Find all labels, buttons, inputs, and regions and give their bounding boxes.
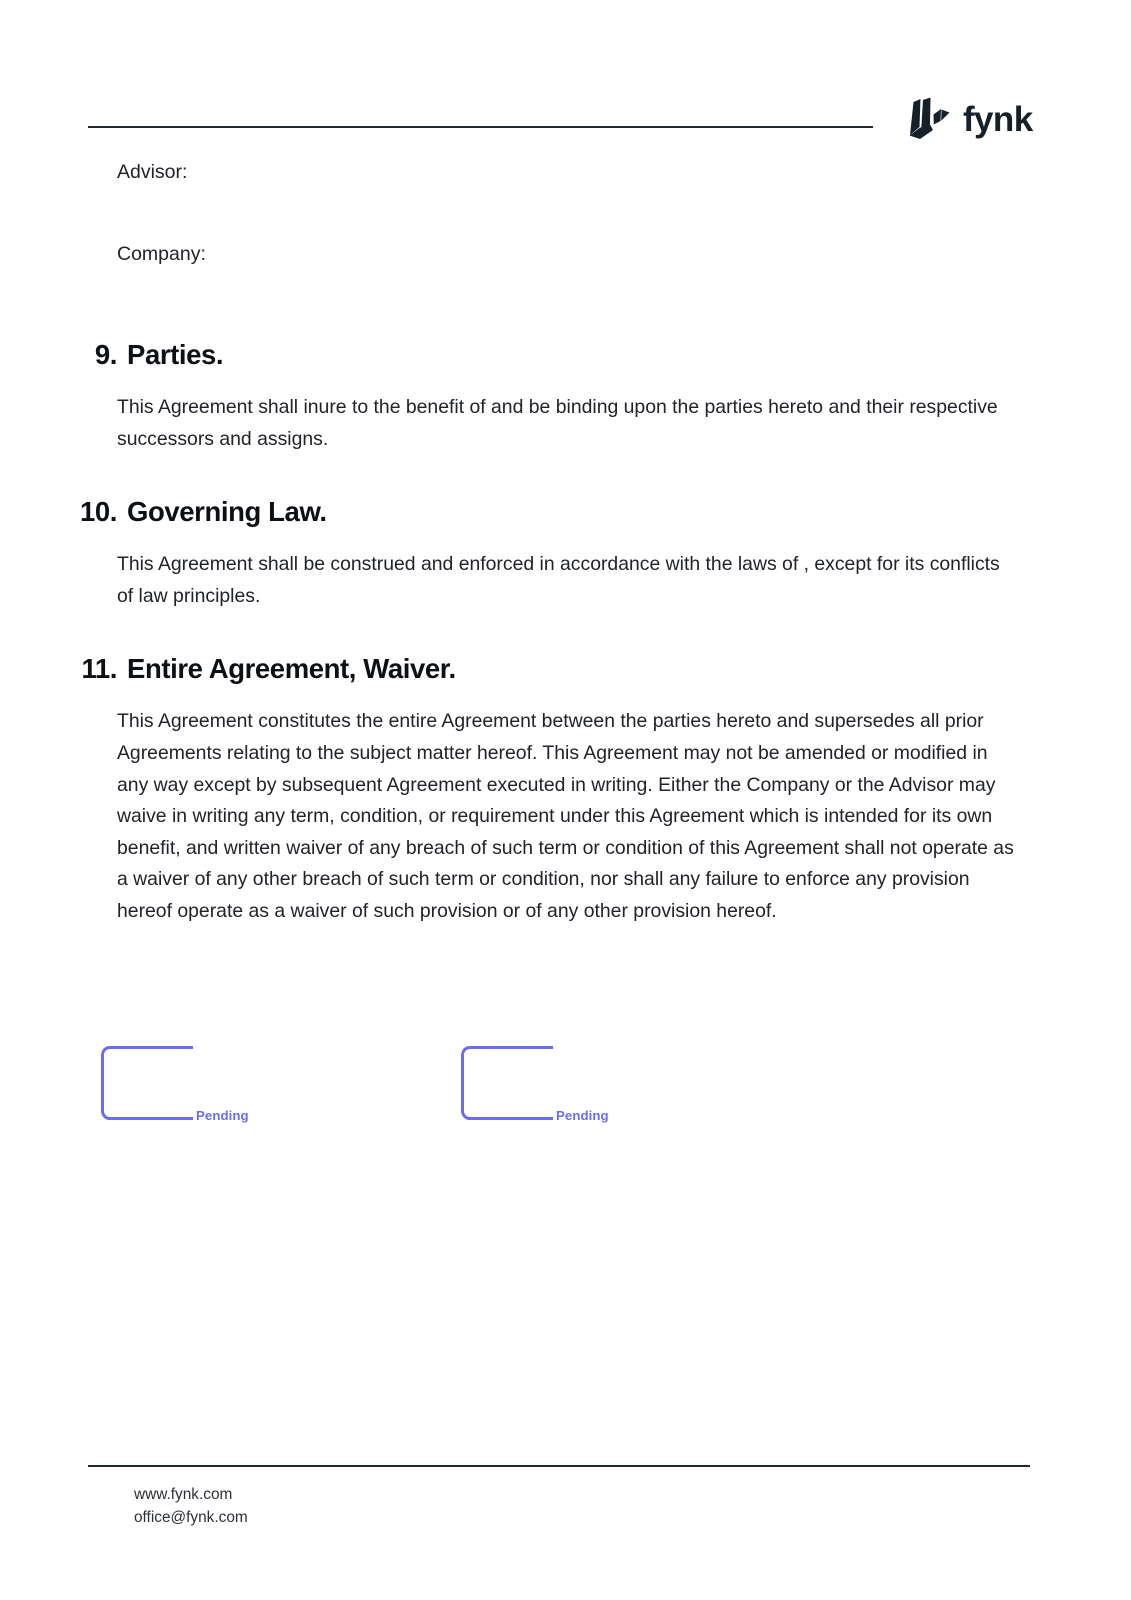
section-heading (0, 650, 1131, 688)
section-entire-agreement (0, 650, 1131, 927)
signature-status-badge: Pending (196, 1108, 249, 1123)
footer-contact (134, 1483, 248, 1529)
section-governing-law (0, 493, 1131, 612)
signature-fields (0, 1046, 1131, 1136)
signature-bracket-icon (461, 1046, 553, 1120)
section-parties (0, 336, 1131, 455)
signature-field-company[interactable] (461, 1046, 609, 1123)
signature-bracket-icon (101, 1046, 193, 1120)
section-number: 11. (81, 653, 117, 685)
page-footer (0, 1450, 1131, 1600)
advisor-label: Advisor: (117, 161, 188, 183)
footer-divider (88, 1465, 1030, 1467)
document-body (0, 336, 1131, 928)
signature-status-badge: Pending (556, 1108, 609, 1123)
footer-website[interactable]: www.fynk.com (134, 1486, 233, 1503)
section-paragraph: This Agreement constitutes the entire Agreement between the parties hereto and supersedes all prior Agreements relating to the subject matter hereof. This Agreement may not be amended or modified in any way except by subsequent Agreement executed in writing. Either the Company or the Advisor may waive in writing any term, condition, or requirement under this Agreement which is intended for its own benefit, and written waiver of any breach of such term or condition of this Agreement shall not operate as a waiver of any other breach of such term or condition, nor shall any failure to enforce any provision hereof operate as a waiver of such provision or of any other provision hereof. (117, 710, 1014, 922)
company-label: Company: (117, 243, 206, 265)
page-header (0, 0, 1131, 150)
brand-logo (900, 97, 1033, 141)
header-divider (88, 126, 873, 128)
section-heading (0, 336, 1131, 374)
section-title: Governing Law. (127, 496, 327, 528)
section-number: 10. (79, 496, 117, 528)
section-paragraph: This Agreement shall inure to the benefit of and be binding upon the parties hereto and their respective successors and assigns. (117, 396, 998, 450)
brand-name: fynk (963, 99, 1033, 139)
fynk-origami-bird-icon (900, 97, 952, 141)
footer-email[interactable]: office@fynk.com (134, 1509, 248, 1526)
section-paragraph: This Agreement shall be construed and enforced in accordance with the laws of , except for its conflicts of law principles. (117, 553, 1000, 607)
section-heading (0, 493, 1131, 531)
party-labels (117, 158, 817, 268)
signature-field-advisor[interactable] (101, 1046, 249, 1123)
section-title: Parties. (127, 339, 224, 370)
section-title: Entire Agreement, Waiver. (127, 653, 456, 685)
section-number: 9. (94, 339, 117, 370)
